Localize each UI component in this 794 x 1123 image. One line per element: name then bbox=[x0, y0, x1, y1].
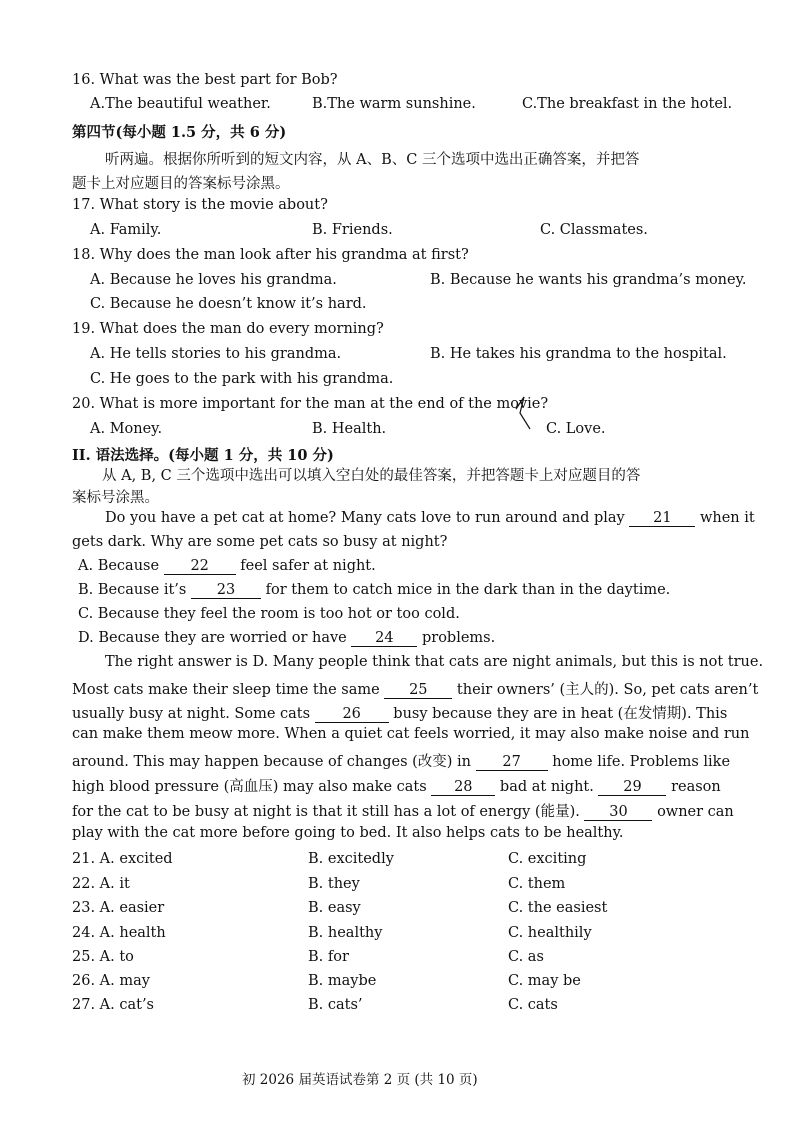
passage-line-p2-8: play with the cat more before going to bed. It also helps cats to be healthy. bbox=[72, 825, 624, 841]
passage-line-p2-3 bbox=[72, 702, 727, 723]
blank-25: 25 bbox=[384, 683, 452, 699]
passage-line-p2-2 bbox=[72, 678, 758, 699]
option-23-a: 23. A. easier bbox=[72, 900, 165, 916]
q16-option-b: B.The warm sunshine. bbox=[312, 96, 476, 112]
q20-option-a: A. Money. bbox=[90, 421, 163, 437]
passage-text: for them to catch mice in the dark than in the daytime. bbox=[265, 582, 671, 598]
passage-text: when it bbox=[699, 510, 755, 526]
passage-line-p2-6 bbox=[72, 775, 721, 796]
option-22-c: C. them bbox=[508, 876, 566, 892]
passage-line-p2-7 bbox=[72, 800, 734, 821]
blank-29: 29 bbox=[598, 780, 666, 796]
page-footer: 初 2026 届英语试卷第 2 页 (共 10 页) bbox=[242, 1072, 478, 1088]
part-2-instruction-line1: 从 A, B, C 三个选项中选出可以填入空白处的最佳答案，并把答题卡上对应题目的答 bbox=[102, 468, 641, 484]
passage-text: home life. Problems like bbox=[552, 754, 731, 770]
q20-option-c: C. Love. bbox=[546, 421, 606, 437]
option-26-a: 26. A. may bbox=[72, 973, 150, 989]
part-2-instruction-line2: 案标号涂黑。 bbox=[72, 490, 159, 506]
q16-option-c: C.The breakfast in the hotel. bbox=[522, 96, 733, 112]
passage-option-b bbox=[78, 582, 670, 599]
question-20: 20. What is more important for the man at the end of the movie? bbox=[72, 396, 549, 412]
option-24-b: B. healthy bbox=[308, 925, 383, 941]
blank-24: 24 bbox=[351, 631, 417, 647]
q20-option-b: B. Health. bbox=[312, 421, 387, 437]
passage-text: problems. bbox=[421, 630, 496, 646]
question-17: 17. What story is the movie about? bbox=[72, 197, 328, 213]
option-22-b: B. they bbox=[308, 876, 360, 892]
passage-option-d bbox=[78, 630, 495, 647]
blank-22: 22 bbox=[164, 559, 236, 575]
blank-26: 26 bbox=[315, 707, 389, 723]
option-26-b: B. maybe bbox=[308, 973, 377, 989]
passage-text: B. Because it’s bbox=[78, 582, 187, 598]
passage-option-c: C. Because they feel the room is too hot or too cold. bbox=[78, 606, 460, 622]
passage-text: Do you have a pet cat at home? Many cats love to run around and play bbox=[105, 510, 625, 526]
option-21-b: B. excitedly bbox=[308, 851, 394, 867]
option-27-c: C. cats bbox=[508, 997, 558, 1013]
passage-text: high blood pressure (高血压) may also make cats bbox=[72, 779, 427, 795]
option-27-b: B. cats’ bbox=[308, 997, 363, 1013]
q16-option-a: A.The beautiful weather. bbox=[90, 96, 271, 112]
blank-30: 30 bbox=[584, 805, 652, 821]
passage-text: A. Because bbox=[78, 558, 160, 574]
q19-option-a: A. He tells stories to his grandma. bbox=[90, 346, 342, 362]
question-18: 18. Why does the man look after his grandma at first? bbox=[72, 247, 469, 263]
passage-line-1 bbox=[105, 510, 755, 527]
q19-option-c: C. He goes to the park with his grandma. bbox=[90, 371, 394, 387]
passage-text: D. Because they are worried or have bbox=[78, 630, 347, 646]
passage-text: for the cat to be busy at night is that it still has a lot of energy (能量). bbox=[72, 804, 580, 820]
option-24-c: C. healthily bbox=[508, 925, 592, 941]
option-24-a: 24. A. health bbox=[72, 925, 166, 941]
option-23-b: B. easy bbox=[308, 900, 361, 916]
passage-line-p2-5 bbox=[72, 750, 730, 771]
passage-line-p2-1: The right answer is D. Many people think that cats are night animals, but this is not true. bbox=[105, 654, 764, 670]
option-27-a: 27. A. cat’s bbox=[72, 997, 155, 1013]
section-4-instruction-line2: 题卡上对应题目的答案标号涂黑。 bbox=[72, 176, 290, 192]
option-25-a: 25. A. to bbox=[72, 949, 134, 965]
option-26-c: C. may be bbox=[508, 973, 581, 989]
blank-27: 27 bbox=[476, 755, 548, 771]
part-2-heading: II. 语法选择。(每小题 1 分，共 10 分) bbox=[72, 447, 334, 464]
passage-text: their owners’ (主人的). So, pet cats aren’t bbox=[456, 682, 759, 698]
passage-text: usually busy at night. Some cats bbox=[72, 706, 311, 722]
passage-option-a bbox=[78, 558, 376, 575]
question-16: 16. What was the best part for Bob? bbox=[72, 72, 338, 88]
q18-option-a: A. Because he loves his grandma. bbox=[90, 272, 337, 288]
passage-text: reason bbox=[671, 779, 721, 795]
q17-option-b: B. Friends. bbox=[312, 222, 393, 238]
q19-option-b: B. He takes his grandma to the hospital. bbox=[430, 346, 727, 362]
passage-text: bad at night. bbox=[499, 779, 594, 795]
passage-text: owner can bbox=[657, 804, 734, 820]
option-25-b: B. for bbox=[308, 949, 349, 965]
passage-text: Most cats make their sleep time the same bbox=[72, 682, 380, 698]
passage-line-2: gets dark. Why are some pet cats so busy at night? bbox=[72, 534, 448, 550]
question-19: 19. What does the man do every morning? bbox=[72, 321, 384, 337]
passage-line-p2-4: can make them meow more. When a quiet cat feels worried, it may also make noise and run bbox=[72, 726, 750, 742]
blank-21: 21 bbox=[629, 511, 695, 527]
option-22-a: 22. A. it bbox=[72, 876, 130, 892]
blank-28: 28 bbox=[431, 780, 495, 796]
pen-tick-mark bbox=[510, 393, 536, 433]
passage-text: feel safer at night. bbox=[240, 558, 376, 574]
q18-option-b: B. Because he wants his grandma’s money. bbox=[430, 272, 747, 288]
option-25-c: C. as bbox=[508, 949, 544, 965]
option-23-c: C. the easiest bbox=[508, 900, 608, 916]
q18-option-c: C. Because he doesn’t know it’s hard. bbox=[90, 296, 367, 312]
section-4-instruction-line1: 听两遍。根据你所听到的短文内容，从 A、B、C 三个选项中选出正确答案，并把答 bbox=[105, 152, 640, 168]
section-4-heading: 第四节(每小题 1.5 分，共 6 分) bbox=[72, 124, 287, 141]
passage-text: busy because they are in heat (在发情期). This bbox=[393, 706, 728, 722]
option-21-c: C. exciting bbox=[508, 851, 587, 867]
blank-23: 23 bbox=[191, 583, 261, 599]
q17-option-a: A. Family. bbox=[90, 222, 162, 238]
passage-text: around. This may happen because of changes (改变) in bbox=[72, 754, 472, 770]
q17-option-c: C. Classmates. bbox=[540, 222, 648, 238]
option-21-a: 21. A. excited bbox=[72, 851, 173, 867]
